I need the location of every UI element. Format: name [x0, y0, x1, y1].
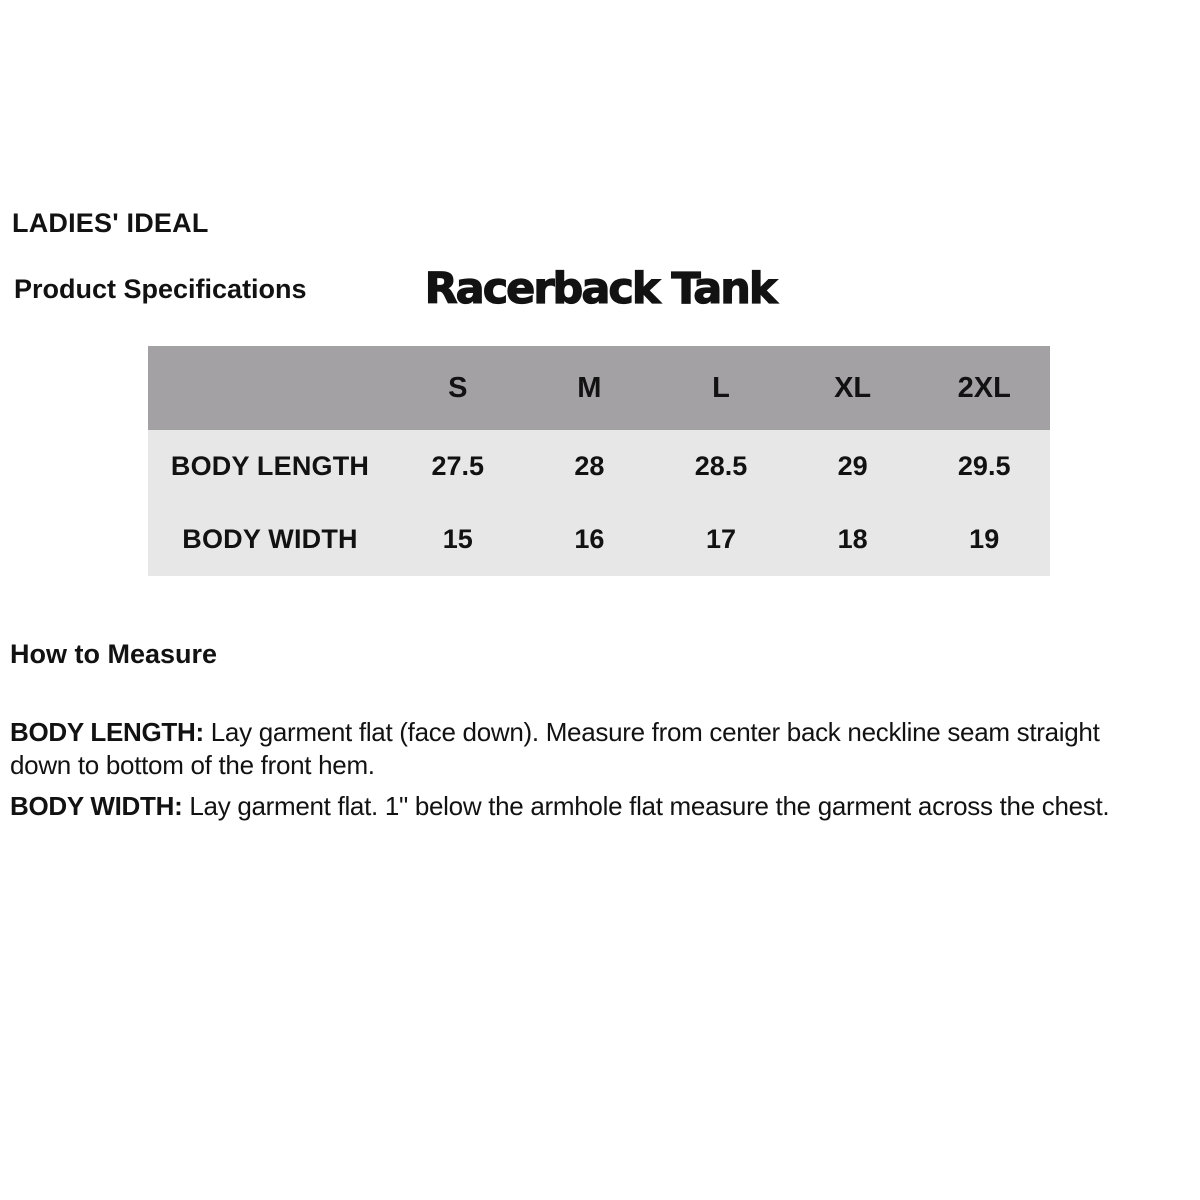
row-label-body-length: BODY LENGTH [148, 430, 392, 503]
size-chart-corner-cell [148, 346, 392, 430]
body-width-value-s: 15 [392, 503, 524, 576]
brand-heading: LADIES' IDEAL [12, 208, 209, 238]
body-length-instruction-line-2: down to bottom of the front hem. [10, 750, 375, 780]
size-column-header-l: L [655, 346, 787, 430]
row-label-body-width: BODY WIDTH [148, 503, 392, 576]
size-chart-table [148, 346, 1050, 576]
body-width-term: BODY WIDTH: [10, 791, 183, 821]
size-column-header-s: S [392, 346, 524, 430]
body-length-instructions [10, 716, 1194, 782]
body-width-value-xl: 18 [787, 503, 919, 576]
body-length-instruction-line-1: Lay garment flat (face down). Measure from center back neckline seam straight [210, 717, 1100, 747]
body-length-value-l: 28.5 [655, 430, 787, 503]
how-to-measure-text [10, 716, 1194, 823]
body-width-instructions [10, 790, 1194, 823]
product-title: Racerback Tank [424, 264, 776, 314]
size-column-header-m: M [524, 346, 656, 430]
how-to-measure-heading: How to Measure [10, 639, 218, 669]
body-width-instruction-line-1: Lay garment flat. 1" below the armhole flat measure the garment across the chest. [189, 791, 1110, 821]
body-length-value-s: 27.5 [392, 430, 524, 503]
size-column-header-xl: XL [787, 346, 919, 430]
section-label: Product Specifications [14, 274, 307, 304]
body-length-value-xl: 29 [787, 430, 919, 503]
body-length-value-2xl: 29.5 [918, 430, 1050, 503]
body-width-value-m: 16 [524, 503, 656, 576]
size-column-header-2xl: 2XL [918, 346, 1050, 430]
body-length-term: BODY LENGTH: [10, 717, 204, 747]
body-width-value-l: 17 [655, 503, 787, 576]
body-length-value-m: 28 [524, 430, 656, 503]
body-width-value-2xl: 19 [918, 503, 1050, 576]
